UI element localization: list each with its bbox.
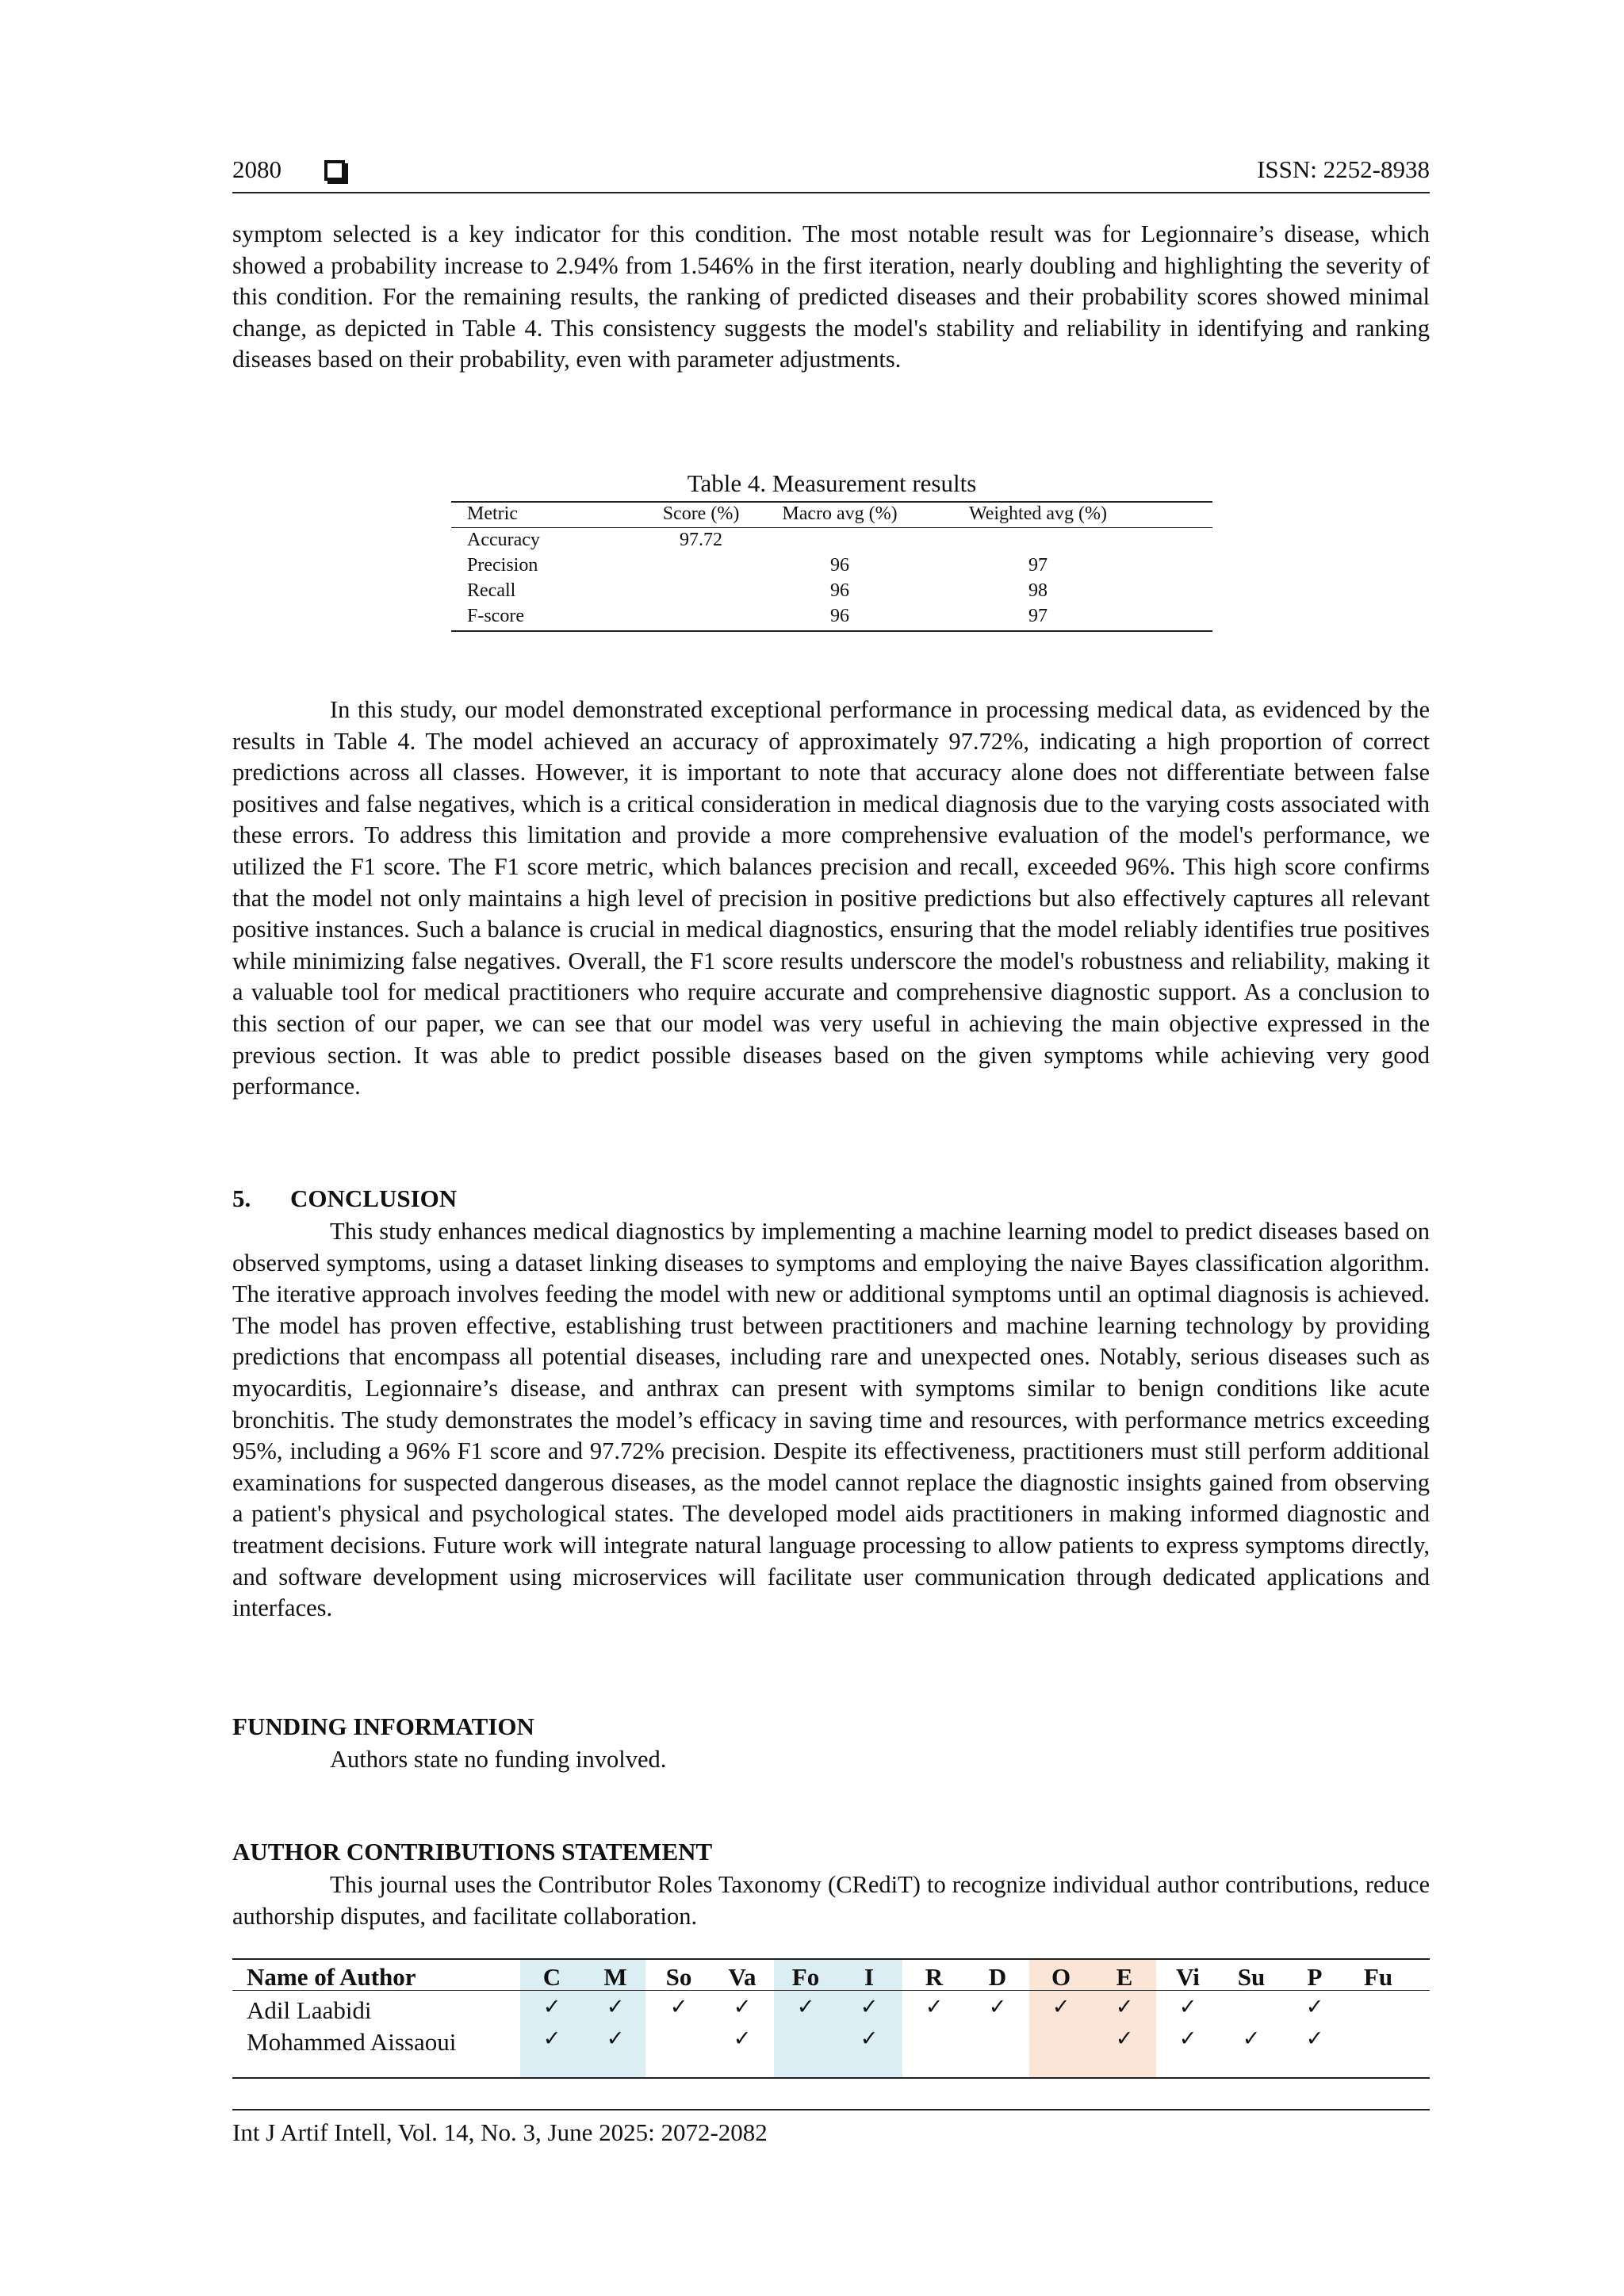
box-icon bbox=[324, 160, 345, 181]
table-rule bbox=[232, 2077, 1430, 2079]
table-cell: 96 bbox=[830, 555, 849, 576]
column-header: Metric bbox=[467, 503, 518, 524]
role-header-e: E bbox=[1116, 1963, 1133, 1991]
role-header-so: So bbox=[665, 1963, 692, 1991]
table-row bbox=[451, 580, 1212, 606]
role-header-m: M bbox=[603, 1963, 627, 1991]
role-header-va: Va bbox=[728, 1963, 756, 1991]
role-header-c: C bbox=[542, 1963, 561, 1991]
page-header bbox=[232, 155, 1430, 193]
check-icon: ✓ bbox=[1178, 2026, 1197, 2051]
name-column-header: Name of Author bbox=[247, 1963, 416, 1991]
check-icon: ✓ bbox=[1115, 2026, 1134, 2051]
check-icon: ✓ bbox=[1051, 1995, 1071, 2019]
results-paragraph: In this study, our model demonstrated exceptional performance in processing medical data, as evidenced by the results in Table 4. The model achieved an accuracy of approximately 97.72%, indicating a high proportion of correct predictions across all classes. However, it is important to note that accuracy alone does not differentiate between false positives and false negatives, which is a critical consideration in medical diagnosis due to the varying costs associated with these errors. To address this limitation and provide a more comprehensive evaluation of the model's performance, we utilized the F1 score. The F1 score metric, which balances precision and recall, exceeded 96%. This high score confirms that the model not only maintains a high level of precision in positive predictions but also effectively captures all relevant positive instances. Such a balance is crucial in medical diagnostics, ensuring that the model reliably identifies true positives while minimizing false negatives. Overall, the F1 score results underscore the model's robustness and reliability, making it a valuable tool for medical practitioners who require accurate and comprehensive diagnostic support. As a conclusion to this section of our paper, we can see that our model was very useful in achieving the main objective expressed in the previous section. It was able to predict possible diseases based on the given symptoms while achieving very good performance. bbox=[232, 696, 1430, 1100]
table-cell: 97 bbox=[1028, 606, 1048, 626]
table-cell: 97 bbox=[1028, 555, 1048, 576]
page-number: 2080 bbox=[232, 155, 282, 183]
column-header: Macro avg (%) bbox=[782, 503, 898, 524]
table-cell: Accuracy bbox=[467, 530, 540, 550]
check-icon: ✓ bbox=[606, 1995, 625, 2019]
check-icon: ✓ bbox=[1115, 1995, 1134, 2019]
check-icon: ✓ bbox=[733, 1995, 752, 2019]
role-header-p: P bbox=[1307, 1963, 1323, 1991]
role-header-o: O bbox=[1051, 1963, 1071, 1991]
conclusion-paragraph: This study enhances medical diagnostics by implementing a machine learning model to predict diseases based on observed symptoms, using a dataset linking diseases to symptoms and employing the naive Bayes classification algorithm. The iterative approach involves feeding the model with new or additional symptoms until an optimal diagnosis is achieved. The model has proven effective, establishing trust between practitioners and machine learning technology by providing predictions that encompass all potential diseases, including rare and unexpected ones. Notably, serious diseases such as myocarditis, Legionnaire’s disease, and anthrax can present with symptoms similar to benign conditions like acute bronchitis. The study demonstrates the model’s efficacy in saving time and resources, with performance metrics exceeding 95%, including a 96% F1 score and 97.72% precision. Despite its effectiveness, practitioners must still perform additional examinations for suspected dangerous diseases, as the model cannot replace the diagnostic insights gained from observing a patient's physical and psychological states. The developed model aids practitioners in making informed diagnostic and treatment decisions. Future work will integrate natural language processing to allow patients to express symptoms directly, and software development using microservices will facilitate user communication through dedicated applications and interfaces. bbox=[232, 1218, 1430, 1622]
table-cell: 96 bbox=[830, 580, 849, 601]
contributions-heading: AUTHOR CONTRIBUTIONS STATEMENT bbox=[232, 1838, 713, 1866]
check-icon: ✓ bbox=[542, 1995, 561, 2019]
column-header: Score (%) bbox=[662, 503, 740, 524]
check-icon: ✓ bbox=[988, 1995, 1007, 2019]
table-rule bbox=[451, 501, 1212, 503]
page-footer: Int J Artif Intell, Vol. 14, No. 3, June 2025: 2072-2082 bbox=[232, 2109, 1430, 2147]
contributions-paragraph: This journal uses the Contributor Roles Taxonomy (CRediT) to recognize individual author contributions, reduce authorship disputes, and facilitate collaboration. bbox=[232, 1871, 1430, 1930]
section-title: CONCLUSION bbox=[290, 1184, 458, 1212]
conclusion-heading bbox=[232, 1184, 457, 1213]
role-header-r: R bbox=[925, 1963, 944, 1991]
table-row bbox=[451, 530, 1212, 555]
check-icon: ✓ bbox=[925, 1995, 944, 2019]
funding-heading: FUNDING INFORMATION bbox=[232, 1712, 534, 1740]
table-row bbox=[451, 606, 1212, 631]
check-icon: ✓ bbox=[1305, 2026, 1324, 2051]
check-icon: ✓ bbox=[606, 2026, 625, 2051]
role-header-vi: Vi bbox=[1176, 1963, 1200, 1991]
check-icon: ✓ bbox=[860, 1995, 879, 2019]
role-header-fu: Fu bbox=[1363, 1963, 1393, 1991]
author-name: Mohammed Aissaoui bbox=[247, 2028, 457, 2056]
table-rule bbox=[451, 630, 1212, 632]
check-icon: ✓ bbox=[1242, 2026, 1261, 2051]
column-header: Weighted avg (%) bbox=[969, 503, 1107, 524]
role-header-d: D bbox=[988, 1963, 1007, 1991]
table-row bbox=[451, 555, 1212, 580]
table-header-row bbox=[451, 503, 1212, 529]
check-icon: ✓ bbox=[1178, 1995, 1197, 2019]
role-header-fo: Fo bbox=[791, 1963, 820, 1991]
funding-paragraph: Authors state no funding involved. bbox=[330, 1746, 667, 1773]
check-icon: ✓ bbox=[1305, 1995, 1324, 2019]
check-icon: ✓ bbox=[733, 2026, 752, 2051]
intro-paragraph: symptom selected is a key indicator for this condition. The most notable result was for Legionnaire’s disease, which showed a probability increase to 2.94% from 1.546% in the first iteration, nearly doubling and highlighting the severity of this condition. For the remaining results, the ranking of predicted diseases and their probability scores showed minimal change, as depicted in Table 4. This consistency suggests the model's stability and reliability in identifying and ranking diseases based on their probability, even with parameter adjustments. bbox=[232, 220, 1430, 373]
table-rule bbox=[451, 527, 1212, 528]
section-number: 5. bbox=[232, 1184, 251, 1212]
table-cell: Recall bbox=[467, 580, 516, 601]
author-name: Adil Laabidi bbox=[247, 1996, 372, 2024]
role-header-i: I bbox=[864, 1963, 875, 1991]
check-icon: ✓ bbox=[860, 2026, 879, 2051]
contributions-table bbox=[232, 1958, 1430, 2079]
issn-label: ISSN: 2252-8938 bbox=[1257, 155, 1430, 183]
table4-caption: Table 4. Measurement results bbox=[687, 469, 977, 497]
check-icon: ✓ bbox=[669, 1995, 688, 2019]
table-cell: 97.72 bbox=[680, 530, 722, 550]
table-cell: F-score bbox=[467, 606, 524, 626]
table-cell: 98 bbox=[1028, 580, 1048, 601]
table-cell: Precision bbox=[467, 555, 538, 576]
table-rule bbox=[232, 1958, 1430, 1960]
table-cell: 96 bbox=[830, 606, 849, 626]
role-header-su: Su bbox=[1237, 1963, 1266, 1991]
check-icon: ✓ bbox=[542, 2026, 561, 2051]
check-icon: ✓ bbox=[796, 1995, 815, 2019]
